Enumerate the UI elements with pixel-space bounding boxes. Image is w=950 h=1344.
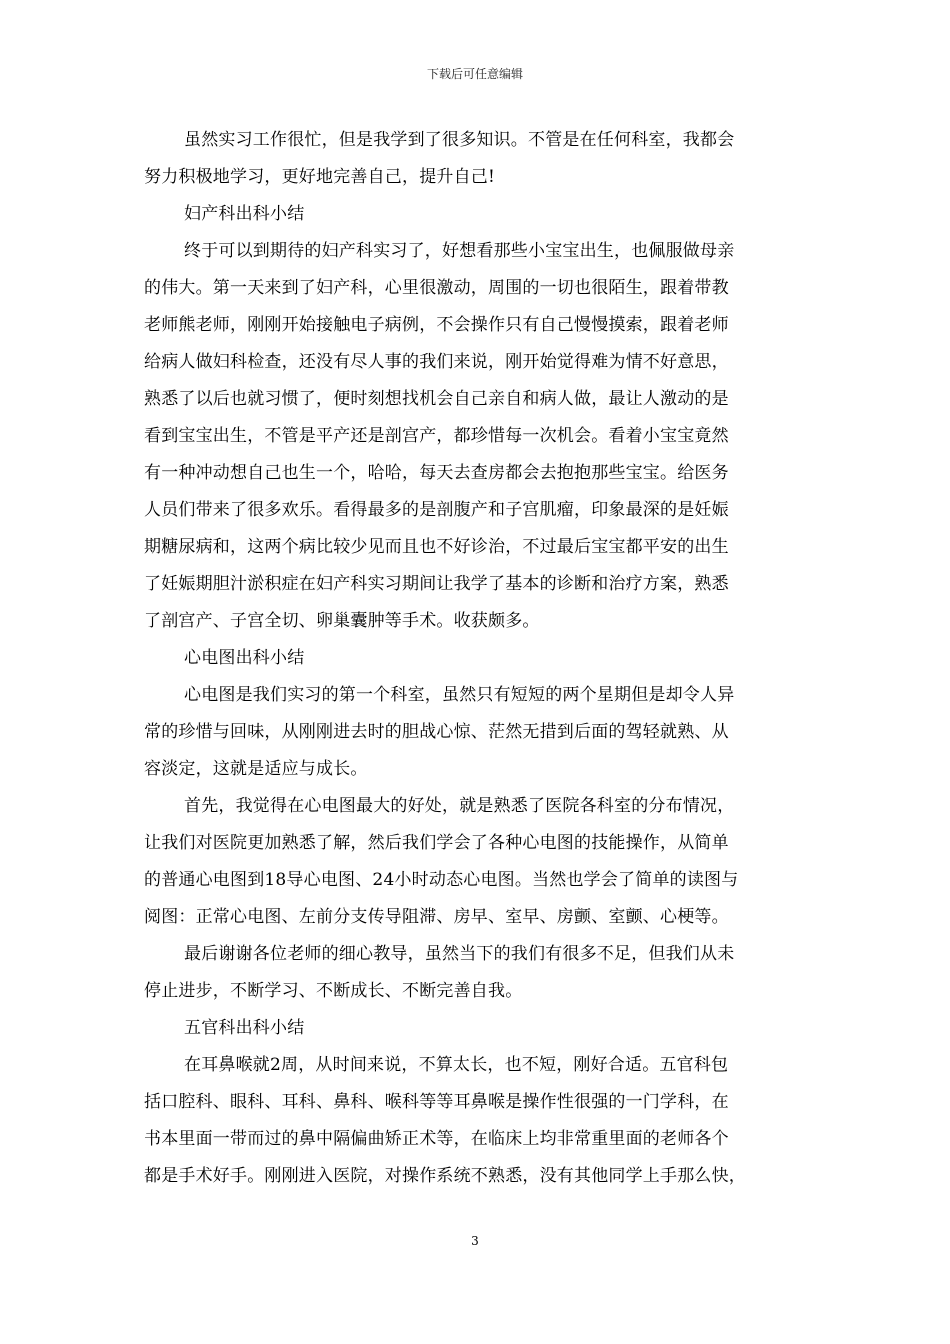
section-heading-ecg: 心电图出科小结: [184, 648, 305, 668]
paragraph-ent: [144, 1047, 814, 1195]
text-line: 看到宝宝出生，不管是平产还是剖宫产，都珍惜每一次机会。看着小宝宝竟然: [144, 426, 729, 446]
text-line: 最后谢谢各位老师的细心教导，虽然当下的我们有很多不足，但我们从未: [184, 944, 735, 964]
text-line: 的普通心电图到18导心电图、24小时动态心电图。当然也学会了简单的读图与: [144, 870, 739, 890]
text-line: 给病人做妇科检查，还没有尽人事的我们来说，刚开始觉得难为情不好意思，: [144, 352, 729, 372]
text-line: 心电图是我们实习的第一个科室，虽然只有短短的两个星期但是却令人异: [184, 685, 735, 705]
text-line: 阅图：正常心电图、左前分支传导阻滞、房早、室早、房颤、室颤、心梗等。: [144, 907, 729, 927]
text-line: 常的珍惜与回味，从刚刚进去时的胆战心惊、茫然无措到后面的驾轻就熟、从: [144, 722, 729, 742]
text-line: 了妊娠期胆汁淤积症在妇产科实习期间让我学了基本的诊断和治疗方案，熟悉: [144, 574, 729, 594]
text-line: 人员们带来了很多欢乐。看得最多的是剖腹产和子宫肌瘤，印象最深的是妊娠: [144, 500, 729, 520]
document-body: [144, 122, 814, 1195]
text-line: 终于可以到期待的妇产科实习了，好想看那些小宝宝出生，也佩服做母亲: [184, 241, 735, 261]
paragraph-ecg-thanks: [144, 936, 814, 1010]
section-heading-ent: 五官科出科小结: [184, 1018, 305, 1038]
text-line: 期糖尿病和，这两个病比较少见而且也不好诊治，不过最后宝宝都平安的出生: [144, 537, 729, 557]
text-line: 书本里面一带而过的鼻中隔偏曲矫正术等，在临床上均非常重里面的老师各个: [144, 1129, 729, 1149]
page-header: 下载后可任意编辑: [426, 67, 523, 81]
text-line: 了剖宫产、子宫全切、卵巢囊肿等手术。收获颇多。: [144, 611, 540, 631]
text-line: 在耳鼻喉就2周，从时间来说，不算太长，也不短，刚好合适。五官科包: [184, 1055, 729, 1075]
text-line: 都是手术好手。刚刚进入医院，对操作系统不熟悉，没有其他同学上手那么快，: [144, 1166, 746, 1186]
section-heading-obstetrics: 妇产科出科小结: [184, 204, 305, 224]
paragraph-ecg-intro: [144, 677, 814, 788]
text-line: 括口腔科、眼科、耳科、鼻科、喉科等等耳鼻喉是操作性很强的一门学科，在: [144, 1092, 729, 1112]
text-line: 老师熊老师，刚刚开始接触电子病例，不会操作只有自己慢慢摸索，跟着老师: [144, 315, 729, 335]
text-line: 停止进步，不断学习、不断成长、不断完善自我。: [144, 981, 523, 1001]
text-line: 首先，我觉得在心电图最大的好处，就是熟悉了医院各科室的分布情况，: [184, 796, 735, 816]
text-line: 容淡定，这就是适应与成长。: [144, 759, 368, 779]
paragraph-study-summary: [144, 122, 814, 196]
paragraph-ecg-skills: [144, 788, 814, 936]
text-line: 的伟大。第一天来到了妇产科，心里很激动，周围的一切也很陌生，跟着带教: [144, 278, 729, 298]
text-line: 努力积极地学习，更好地完善自己，提升自己!: [144, 167, 496, 187]
text-line: 虽然实习工作很忙，但是我学到了很多知识。不管是在任何科室，我都会: [184, 130, 735, 150]
text-line: 熟悉了以后也就习惯了，便时刻想找机会自己亲自和病人做，最让人激动的是: [144, 389, 729, 409]
text-line: 有一种冲动想自己也生一个，哈哈，每天去查房都会去抱抱那些宝宝。给医务: [144, 463, 729, 483]
text-line: 让我们对医院更加熟悉了解，然后我们学会了各种心电图的技能操作，从简单: [144, 833, 729, 853]
page-number: 3: [471, 1234, 479, 1248]
paragraph-obstetrics: [144, 233, 814, 640]
